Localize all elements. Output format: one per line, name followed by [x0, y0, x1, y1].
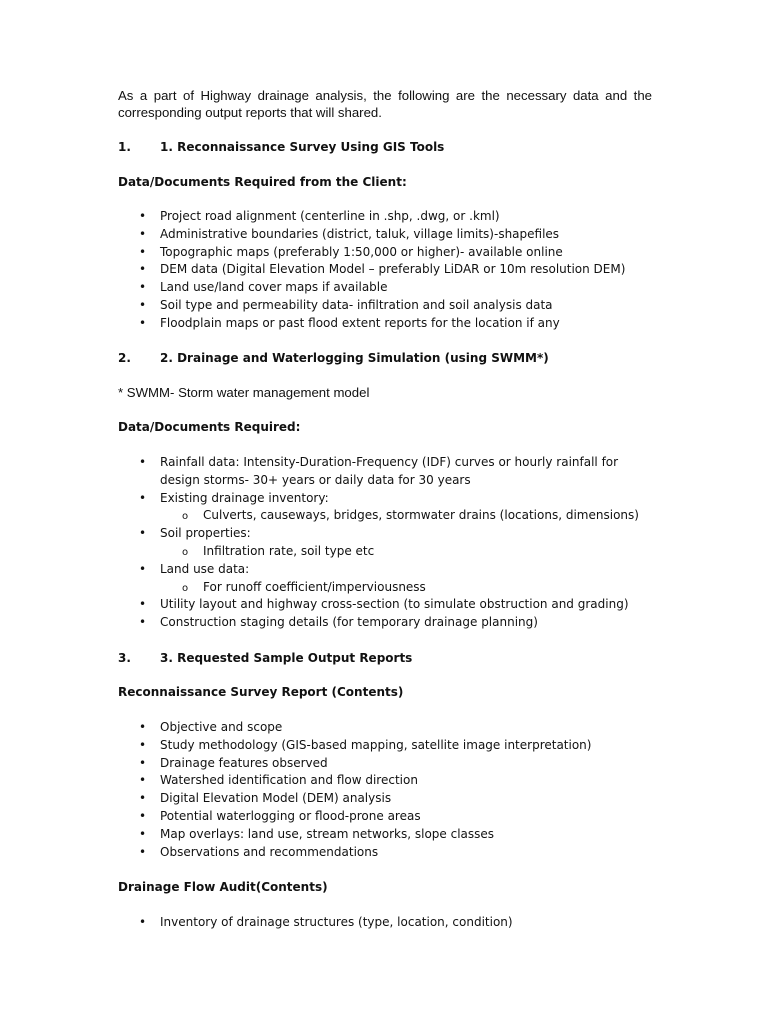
section-3-list-2: [0, 914, 513, 932]
list-item: • Drainage features observed: [0, 755, 591, 773]
list-item: • Objective and scope: [0, 719, 591, 737]
list-item: • Utility layout and highway cross-section (to simulate obstruction and grading): [0, 596, 660, 614]
list-item: • Land use data:: [0, 561, 660, 579]
list-item: • Existing drainage inventory:: [0, 490, 660, 508]
section-3-list: [0, 719, 591, 861]
list-item: • Observations and recommendations: [0, 844, 591, 862]
list-item: • Floodplain maps or past flood extent reports for the location if any: [0, 315, 625, 333]
list-subitem: o For runoff coefficient/imperviousness: [0, 579, 660, 597]
section-2-title: 2. Drainage and Waterlogging Simulation (using SWMM*): [160, 351, 549, 365]
section-1-list: [0, 208, 625, 333]
list-item: • Study methodology (GIS-based mapping, satellite image interpretation): [0, 737, 591, 755]
list-item: • Rainfall data: Intensity-Duration-Frequency (IDF) curves or hourly rainfall for design storms- 30+ years or daily data for 30 years: [0, 454, 660, 490]
list-item: • Administrative boundaries (district, taluk, village limits)-shapefiles: [0, 226, 625, 244]
section-1-title: 1. Reconnaissance Survey Using GIS Tools: [160, 140, 445, 154]
list-item: • Land use/land cover maps if available: [0, 279, 625, 297]
section-2-number: 2.: [118, 351, 131, 365]
list-item: • Project road alignment (centerline in .shp, .dwg, or .kml): [0, 208, 625, 226]
list-item: • Digital Elevation Model (DEM) analysis: [0, 790, 591, 808]
section-2-subheading: Data/Documents Required:: [118, 420, 301, 434]
list-item: • Topographic maps (preferably 1:50,000 or higher)- available online: [0, 244, 625, 262]
section-3-number: 3.: [118, 651, 131, 665]
section-2-note: * SWMM- Storm water management model: [118, 385, 370, 400]
list-item: • Potential waterlogging or flood-prone areas: [0, 808, 591, 826]
list-item: • Watershed identification and flow direction: [0, 772, 591, 790]
section-3-subheading: Reconnaissance Survey Report (Contents): [118, 685, 404, 699]
list-item: • Construction staging details (for temporary drainage planning): [0, 614, 660, 632]
list-item: • Soil properties:: [0, 525, 660, 543]
list-item: • Inventory of drainage structures (type, location, condition): [0, 914, 513, 932]
section-3-subheading-2: Drainage Flow Audit(Contents): [118, 880, 328, 894]
list-subitem: o Infiltration rate, soil type etc: [0, 543, 660, 561]
section-1-subheading: Data/Documents Required from the Client:: [118, 175, 407, 189]
section-3-title: 3. Requested Sample Output Reports: [160, 651, 413, 665]
list-item: • DEM data (Digital Elevation Model – preferably LiDAR or 10m resolution DEM): [0, 261, 625, 279]
intro-paragraph: As a part of Highway drainage analysis, the following are the necessary data and the corresponding output reports that will shared.: [118, 88, 652, 120]
section-2-list: [0, 454, 660, 632]
list-subitem: o Culverts, causeways, bridges, stormwater drains (locations, dimensions): [0, 507, 660, 525]
list-item: • Soil type and permeability data- infiltration and soil analysis data: [0, 297, 625, 315]
section-1-number: 1.: [118, 140, 131, 154]
list-item: • Map overlays: land use, stream networks, slope classes: [0, 826, 591, 844]
